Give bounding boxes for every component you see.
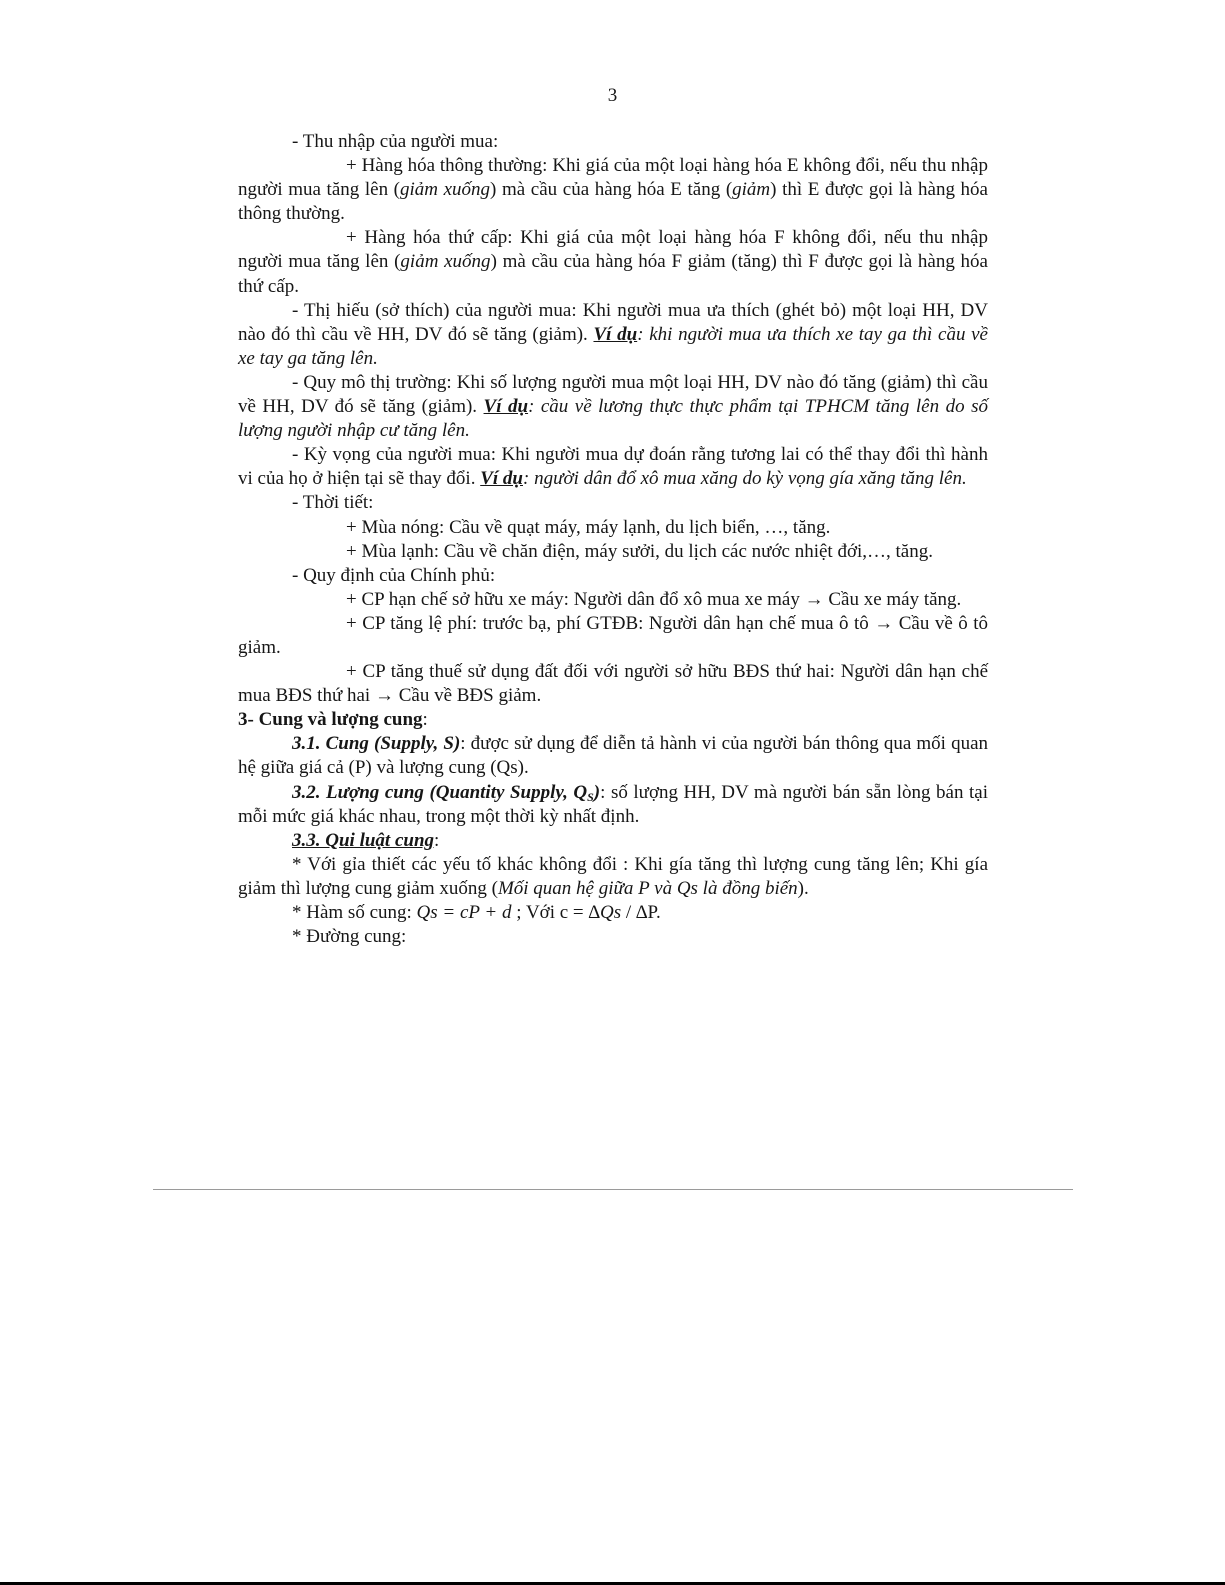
paragraph-supply-curve: * Đường cung: <box>292 926 407 948</box>
page-number: 3 <box>607 85 618 106</box>
term-supply: 3.1. Cung (Supply, S) <box>292 733 461 755</box>
paragraph-law-of-supply: * Với gỉa thiết các yếu tố khác không đổi : Khi gía tăng thì lượng cung tăng lên; Khi gía giảm thì lượng cung giảm xuống (Mối quan hệ giữa P và Qs là đồng biến). <box>238 853 988 899</box>
paragraph-supply-definition: 3.1. Cung (Supply, S): được sử dụng để diễn tả hành vi của người bán thông qua mối quan hệ giữa giá cả (P) và lượng cung (Qs). <box>238 733 988 779</box>
paragraph-taste: - Thị hiếu (sở thích) của người mua: Khi người mua ưa thích (ghét bỏ) một loại HH, DV nào đó thì cầu về HH, DV đó sẽ tăng (giảm). Ví dụ: khi người mua ưa thích xe tay ga thì cầu về xe tay ga tăng lên. <box>238 299 988 369</box>
paragraph-motorbike-limit: + CP hạn chế sở hữu xe máy: Người dân đổ xô mua xe máy → Cầu xe máy tăng. <box>346 588 962 610</box>
paragraph-hot-season: + Mùa nóng: Cầu về quạt máy, máy lạnh, du lịch biển, …, tăng. <box>346 516 831 538</box>
paragraph-income-heading: - Thu nhập của người mua: <box>292 131 499 152</box>
page-divider <box>153 1189 1073 1190</box>
paragraph-registration-fee: + CP tăng lệ phí: trước bạ, phí GTĐB: Người dân hạn chế mua ô tô → Cầu về ô tô giảm. <box>238 612 988 658</box>
section-heading-supply: 3- Cung và lượng cung: <box>238 709 428 731</box>
example-label: Ví dụ <box>593 323 638 345</box>
paragraph-inferior-goods: + Hàng hóa thứ cấp: Khi giá của một loại hàng hóa F không đổi, nếu thu nhập người mua tăng lên (giảm xuống) mà cầu của hàng hóa F giảm (tăng) thì F được gọi là hàng hóa thứ cấp. <box>238 227 988 297</box>
paragraph-expectations: - Kỳ vọng của người mua: Khi người mua dự đoán rằng tương lai có thể thay đổi thì hành vi của họ ở hiện tại sẽ thay đổi. Ví dụ: người dân đổ xô mua xăng do kỳ vọng gía xăng tăng lên. <box>238 444 988 490</box>
paragraph-quantity-supplied: 3.2. Lượng cung (Quantity Supply, $Q_S$): số lượng HH, DV mà người bán sẵn lòng bán tại mỗi mức giá khác nhau, trong một thời kỳ nhất định. <box>238 781 988 827</box>
example-label: Ví dụ <box>483 396 529 418</box>
paragraph-supply-function: * Hàm số cung: Qs = cP + d ; Với c = ∆Qs / ∆P. <box>292 902 661 923</box>
paragraph-cold-season: + Mùa lạnh: Cầu về chăn điện, máy sưởi, du lịch các nước nhiệt đới,…, tăng. <box>346 540 933 562</box>
subsection-heading-law-of-supply: 3.3. Qui luật cung: <box>292 829 440 851</box>
paragraph-government-heading: - Quy định của Chính phủ: <box>292 564 496 586</box>
supply-formula: Qs = cP + d <box>416 902 512 923</box>
document-body <box>238 130 988 949</box>
paragraph-normal-goods: + Hàng hóa thông thường: Khi giá của một loại hàng hóa E không đổi, nếu thu nhập người mua tăng lên (giảm xuống) mà cầu của hàng hóa E tăng (giảm) thì E được gọi là hàng hóa thông thường. <box>238 155 988 225</box>
paragraph-land-tax: + CP tăng thuế sử dụng đất đối với người sở hữu BĐS thứ hai: Người dân hạn chế mua BĐS thứ hai → Cầu về BĐS giảm. <box>238 661 988 707</box>
paragraph-market-size: - Quy mô thị trường: Khi số lượng người mua một loại HH, DV nào đó tăng (giảm) thì cầu về HH, DV đó sẽ tăng (giảm). Ví dụ: cầu về lương thực thực phẩm tại TPHCM tăng lên do số lượng người nhập cư tăng lên. <box>238 371 988 442</box>
term-quantity-supply: 3.2. Lượng cung (Quantity Supply, $Q_S$) <box>292 781 601 804</box>
paragraph-weather-heading: - Thời tiết: <box>292 492 374 514</box>
example-label: Ví dụ <box>480 468 523 490</box>
